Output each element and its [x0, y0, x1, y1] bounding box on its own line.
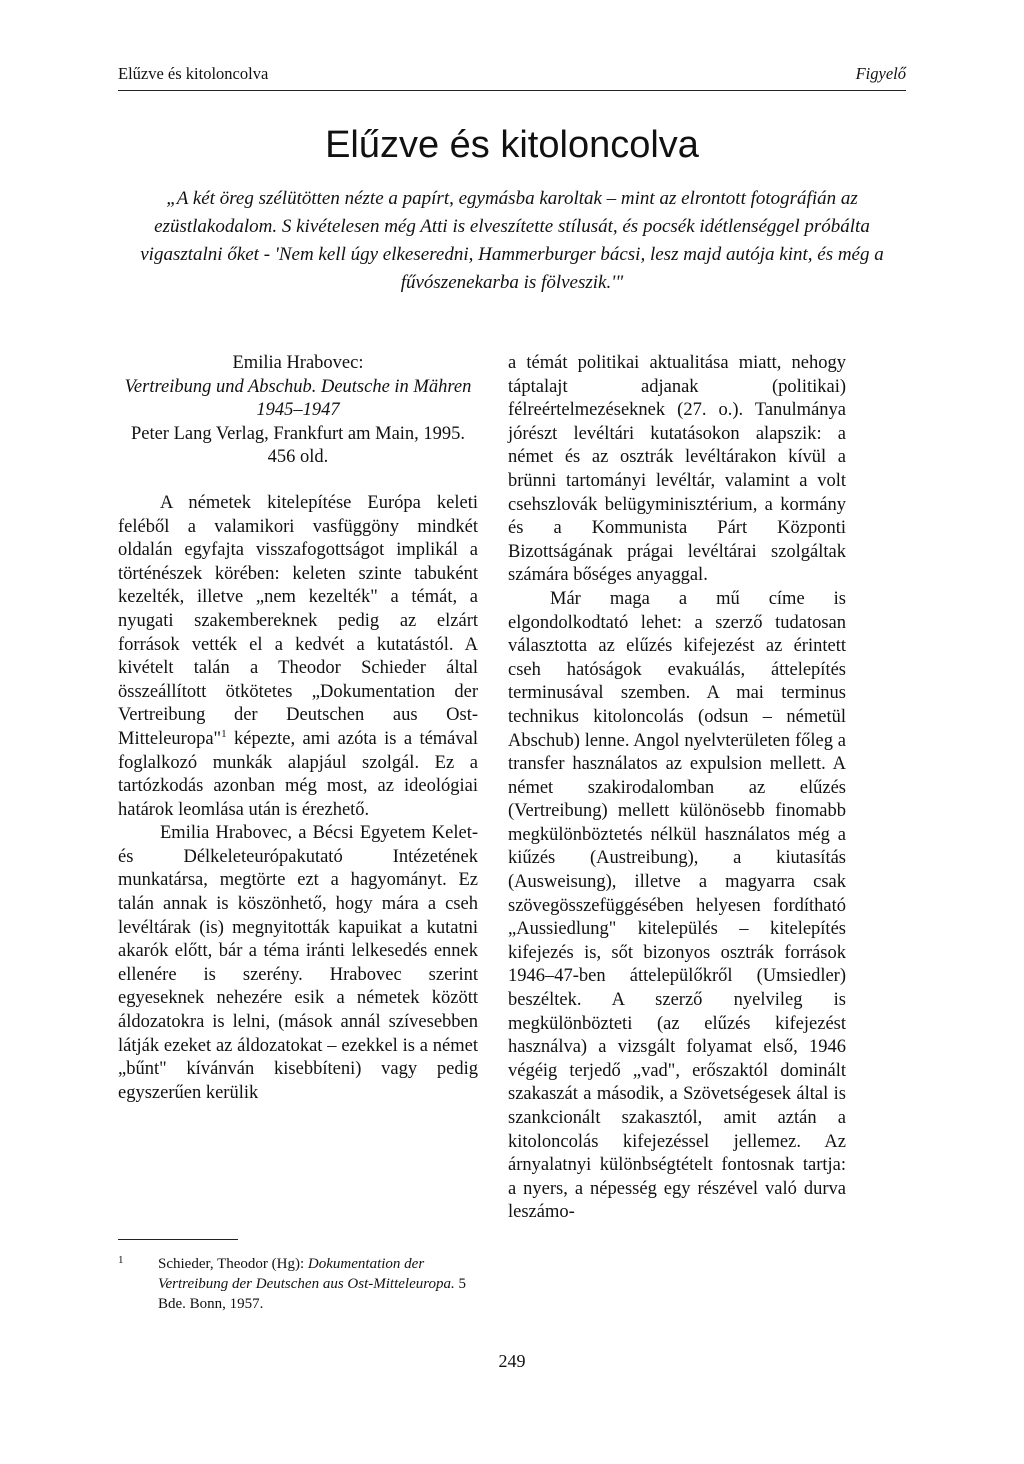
- footnote-text: [118, 1254, 478, 1314]
- footnote-divider: [118, 1239, 238, 1240]
- running-head-title: Elűzve és kitoloncolva: [118, 64, 269, 83]
- footnote: [118, 1254, 478, 1314]
- book-author: Emilia Hrabovec:: [232, 353, 364, 373]
- article-title: Elűzve és kitoloncolva: [325, 124, 699, 166]
- book-publisher: Peter Lang Verlag, Frankfurt am Main, 1995. 456 old.: [130, 423, 466, 468]
- footnote-number: 1: [118, 1254, 124, 1266]
- left-paragraph-2: Emilia Hrabovec, a Bécsi Egyetem Kelet- és Délkeleteurópakutató Intézetének munkatársa, megtörte ezt a hagyományt. Ez talán annak is köszönhető, hogy mára a cseh levéltárak (is) megnyitották kapuikat a kutatni akarók előtt, bár a téma iránti lelkesedés ennek ellenére is szerény. Hrabovec szerint egyeseknek nehezére esik a németek között áldozatokra is lelni, (mások annál szívesebben látják ezeket az áldozatokat – ezekkel is a német „bűnt" kívánván kisebbíteni) vagy pedig egyszerűen kerülik: [118, 823, 478, 1103]
- page-number: 249: [498, 1351, 526, 1371]
- running-head-journal: Figyelő: [855, 64, 906, 83]
- right-paragraph-2: Már maga a mű címe is elgondolkodtató lehet: a szerző tudatosan választotta az elűzés kifejezést az érintett cseh hatóságok evakuálás, áttelepítés terminusával szemben. A mai terminus technikus kitoloncolás (odsun – németül Abschub) lenne. Angol nyelvterületen főleg a transfer használatos az expulsion mellett. A német szakirodalomban az elűzés (Vertreibung) mellett különösebb finomabb megkülönböztetés nélkül használatos még a kiűzés (Austreibung), a kiutasítás (Ausweisung), illetve a magyarra csak szövegösszefüggésében helyesen fordítható „Aussiedlung" kitelepülés – kitelepítés kifejezés is, sőt bizonyos osztrák források 1946–47-ben áttelepülőkről (Umsiedler) beszéltek. A szerző nyelvileg is megkülönbözteti (az elűzés kifejezést használva) a vizsgált folyamat első, 1946 végéig terjedő „vad", erőszaktól dominált szakaszát a második, a Szövetségesek által is szankcionált szakasztól, amit aztán a kitoloncolás kifejezéssel jellemez. Az árnyalatnyi különbségtételt fontosnak tartja: a nyers, a népesség egy részével való durva leszámo-: [508, 588, 846, 1223]
- book-reference: [118, 352, 478, 470]
- footnote-author: Schieder, Theodor (Hg):: [158, 1256, 308, 1272]
- right-column: [508, 352, 846, 1225]
- footnote-rest: 5 Bde. Bonn, 1957.: [158, 1276, 467, 1312]
- footnote-ref: 1: [221, 727, 227, 740]
- running-head: [118, 62, 906, 91]
- left-paragraph-1-end: képezte, ami azóta is a témával foglalkozó munkák alapjául szolgál. Ez a tartózkodás azonban még most, az ideológiai határok leomlása után is érezhető.: [118, 728, 478, 820]
- left-paragraph-1: [118, 492, 478, 822]
- motto-quote: „A két öreg szélütötten nézte a papírt, egymásba karoltak – mint az elrontott fotográfián az ezüstlakodalom. S kivételesen még Atti is elveszítette stílusát, és pocsék idétlenséggel próbálta vigasztalni őket - 'Nem kell úgy elkeseredni, Hammerburger bácsi, lesz majd autója kint, és még a fűvószenekarba is fölveszik.'": [140, 188, 884, 293]
- right-paragraph-1: a témát politikai aktualitása miatt, nehogy táptalajt adjanak (politikai) félreértelmezéseknek (27. o.). Tanulmánya jórészt levéltári kutatásokon alapszik: a német és az osztrák levéltárakon kívül a brünni tartományi levéltár, valamint a volt csehszlovák belügyminisztérium, a kormány és a Kommunista Párt Központi Bizottságának prágai levéltárai szolgáltak számára bőséges anyaggal.: [508, 353, 846, 586]
- book-title: Vertreibung und Abschub. Deutsche in Mähren 1945–1947: [124, 376, 472, 421]
- left-paragraph-1-start: A németek kitelepítése Európa keleti feléből a valamikori vasfüggöny mindkét oldalán egyfajta visszafogottságot implikál a történészek körében: keleten szinte tabuként kezelték, illetve „nem kezelték" a témát, a nyugati szakembereknek pedig az elzárt források vették el a kedvét a kutatástól. A kivételt talán a Theodor Schieder által összeállított ötkötetes „Dokumentation der Vertreibung der Deutschen aus Ost-Mitteleuropa": [118, 492, 478, 749]
- left-column: [118, 352, 478, 1105]
- footnote-title: Dokumentation der Vertreibung der Deutschen aus Ost-Mitteleuropa.: [158, 1256, 455, 1292]
